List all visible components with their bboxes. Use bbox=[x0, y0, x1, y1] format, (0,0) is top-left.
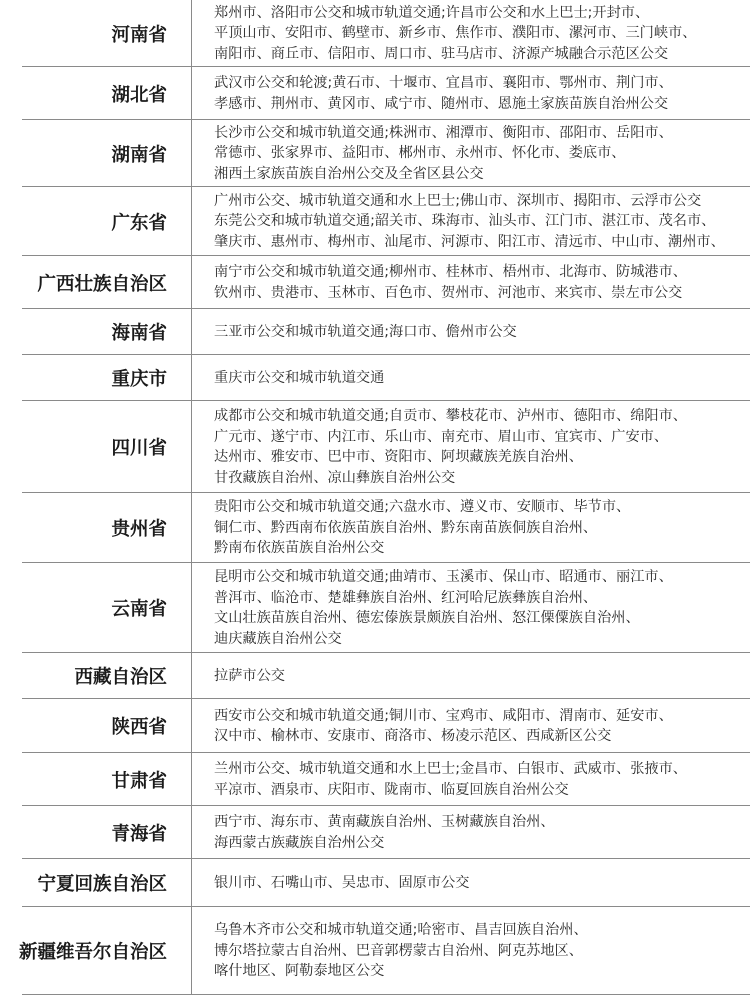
table-row bbox=[0, 563, 750, 653]
cities-line: 海西蒙古族藏族自治州公交 bbox=[214, 834, 385, 851]
cities-cell bbox=[214, 401, 744, 493]
cities-line: 银川市、石嘴山市、吴忠市、固原市公交 bbox=[214, 874, 470, 891]
province-name: 甘肃省 bbox=[111, 770, 167, 792]
cities-line: 长沙市公交和城市轨道交通;株洲市、湘潭市、衡阳市、邵阳市、岳阳市、 bbox=[214, 124, 673, 141]
table-row bbox=[0, 187, 750, 256]
table-row bbox=[0, 493, 750, 563]
cities-cell bbox=[214, 0, 744, 67]
cities-cell bbox=[214, 67, 744, 120]
table-row bbox=[0, 753, 750, 806]
province-name: 宁夏回族自治区 bbox=[37, 874, 167, 895]
cities-line: 钦州市、贵港市、玉林市、百色市、贺州市、河池市、来宾市、崇左市公交 bbox=[214, 284, 683, 301]
province-name: 贵州省 bbox=[111, 519, 167, 540]
cities-line: 西宁市、海东市、黄南藏族自治州、玉树藏族自治州、 bbox=[214, 814, 555, 830]
table-row bbox=[0, 120, 750, 187]
cities-cell bbox=[214, 309, 744, 355]
table-row bbox=[0, 699, 750, 753]
cities-line: 汉中市、榆林市、安康市、商洛市、杨凌示范区、西咸新区公交 bbox=[214, 728, 612, 744]
province-name: 云南省 bbox=[111, 599, 167, 620]
cities-line: 广州市公交、城市轨道交通和水上巴士;佛山市、深圳市、揭阳市、云浮市公交 bbox=[214, 192, 702, 209]
cities-cell bbox=[214, 187, 744, 256]
cities-line: 乌鲁木齐市公交和城市轨道交通;哈密市、昌吉回族自治州、 bbox=[214, 922, 588, 939]
cities-cell bbox=[214, 120, 744, 187]
cities-line: 东莞公交和城市轨道交通;韶关市、珠海市、汕头市、江门市、湛江市、茂名市、 bbox=[214, 213, 716, 230]
table-row bbox=[0, 401, 750, 493]
cities-cell bbox=[214, 907, 744, 995]
cities-line: 广元市、遂宁市、内江市、乐山市、南充市、眉山市、宜宾市、广安市、 bbox=[214, 428, 669, 445]
cities-line: 迪庆藏族自治州公交 bbox=[214, 630, 342, 647]
province-name: 湖北省 bbox=[111, 84, 167, 106]
table-row bbox=[0, 309, 750, 355]
province-name: 西藏自治区 bbox=[74, 667, 167, 688]
cities-line: 文山壮族苗族自治州、德宏傣族景颇族自治州、怒江傈僳族自治州、 bbox=[214, 610, 640, 626]
cities-cell bbox=[214, 493, 744, 563]
cities-line: 三亚市公交和城市轨道交通;海口市、儋州市公交 bbox=[214, 323, 517, 340]
cities-line: 湘西土家族苗族自治州公交及全省区县公交 bbox=[214, 165, 484, 182]
cities-line: 重庆市公交和城市轨道交通 bbox=[214, 369, 385, 386]
cities-line: 常德市、张家界市、益阳市、郴州市、永州市、怀化市、娄底市、 bbox=[214, 145, 626, 162]
cities-line: 西安市公交和城市轨道交通;铜川市、宝鸡市、咸阳市、渭南市、延安市、 bbox=[214, 707, 673, 724]
cities-line: 武汉市公交和轮渡;黄石市、十堰市、宜昌市、襄阳市、鄂州市、荆门市、 bbox=[214, 75, 673, 91]
province-name: 湖南省 bbox=[111, 144, 167, 166]
table-row bbox=[0, 859, 750, 907]
cities-line: 昆明市公交和城市轨道交通;曲靖市、玉溪市、保山市、昭通市、丽江市、 bbox=[214, 569, 673, 585]
table-row bbox=[0, 907, 750, 995]
cities-cell bbox=[214, 563, 744, 653]
cities-line: 博尔塔拉蒙古自治州、巴音郭楞蒙古自治州、阿克苏地区、 bbox=[214, 942, 583, 959]
cities-line: 拉萨市公交 bbox=[214, 667, 285, 684]
province-name: 海南省 bbox=[111, 323, 167, 344]
cities-line: 甘孜藏族自治州、凉山彝族自治州公交 bbox=[214, 469, 456, 486]
cities-cell bbox=[214, 653, 744, 699]
cities-cell bbox=[214, 753, 744, 806]
province-name: 河南省 bbox=[111, 24, 167, 46]
table-row bbox=[0, 653, 750, 699]
province-name: 青海省 bbox=[111, 823, 167, 845]
cities-cell bbox=[214, 256, 744, 309]
table-row bbox=[0, 806, 750, 859]
cities-line: 孝感市、荆州市、黄冈市、咸宁市、随州市、恩施土家族苗族自治州公交 bbox=[214, 95, 669, 112]
cities-line: 普洱市、临沧市、楚雄彝族自治州、红河哈尼族彝族自治州、 bbox=[214, 589, 598, 606]
cities-line: 兰州市公交、城市轨道交通和水上巴士;金昌市、白银市、武威市、张掖市、 bbox=[214, 761, 687, 777]
cities-line: 平凉市、酒泉市、庆阳市、陇南市、临夏回族自治州公交 bbox=[214, 781, 569, 798]
cities-line: 喀什地区、阿勒泰地区公交 bbox=[214, 963, 385, 980]
cities-cell bbox=[214, 806, 744, 859]
cities-line: 铜仁市、黔西南布依族苗族自治州、黔东南苗族侗族自治州、 bbox=[214, 519, 598, 536]
table-row bbox=[0, 355, 750, 401]
cities-line: 南阳市、商丘市、信阳市、周口市、驻马店市、济源产城融合示范区公交 bbox=[214, 45, 669, 62]
table-row bbox=[0, 0, 750, 67]
cities-line: 成都市公交和城市轨道交通;自贡市、攀枝花市、泸州市、德阳市、绵阳市、 bbox=[214, 408, 687, 424]
cities-line: 贵阳市公交和城市轨道交通;六盘水市、遵义市、安顺市、毕节市、 bbox=[214, 499, 631, 516]
cities-cell bbox=[214, 859, 744, 907]
cities-cell bbox=[214, 699, 744, 753]
cities-cell bbox=[214, 355, 744, 401]
province-name: 陕西省 bbox=[111, 717, 167, 738]
cities-line: 南宁市公交和城市轨道交通;柳州市、桂林市、梧州市、北海市、防城港市、 bbox=[214, 264, 687, 280]
province-name: 新疆维吾尔自治区 bbox=[18, 942, 167, 963]
cities-line: 郑州市、洛阳市公交和城市轨道交通;许昌市公交和水上巴士;开封市、 bbox=[214, 4, 650, 21]
cities-line: 肇庆市、惠州市、梅州市、汕尾市、河源市、阳江市、清远市、中山市、潮州市、 bbox=[214, 233, 725, 250]
table-row bbox=[0, 67, 750, 120]
table-row bbox=[0, 256, 750, 309]
cities-line: 达州市、雅安市、巴中市、资阳市、阿坝藏族羌族自治州、 bbox=[214, 449, 583, 465]
province-name: 重庆市 bbox=[111, 369, 167, 390]
province-name: 广东省 bbox=[111, 212, 167, 234]
province-name: 四川省 bbox=[111, 438, 167, 459]
cities-line: 平顶山市、安阳市、鹤壁市、新乡市、焦作市、濮阳市、漯河市、三门峡市、 bbox=[214, 25, 697, 42]
cities-line: 黔南布依族苗族自治州公交 bbox=[214, 540, 385, 557]
province-name: 广西壮族自治区 bbox=[37, 273, 167, 295]
